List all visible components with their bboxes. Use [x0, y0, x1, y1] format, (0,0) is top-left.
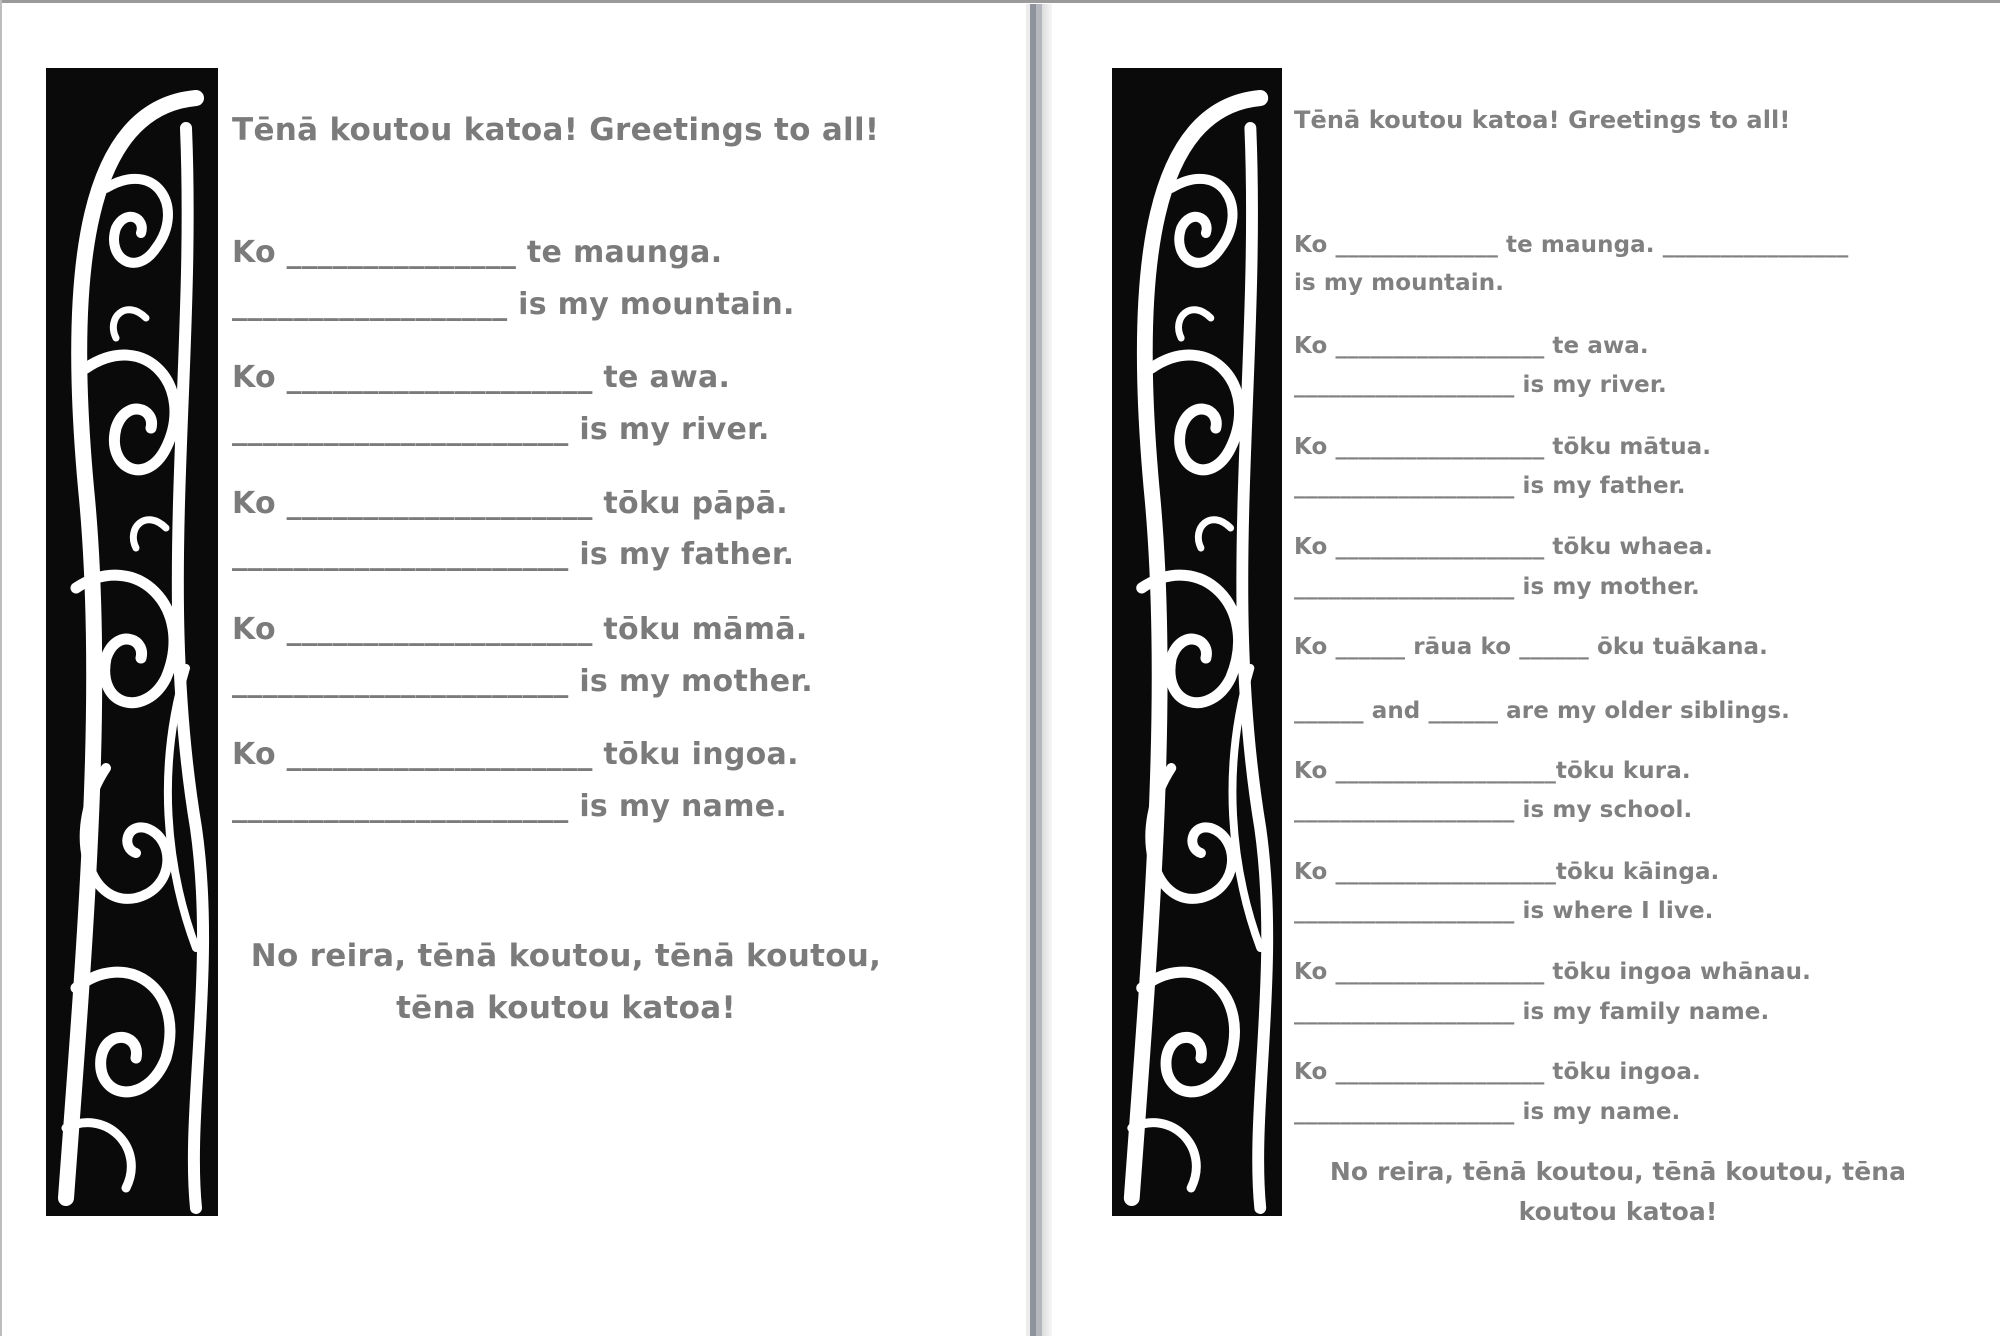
maori-koru-pattern-icon — [46, 68, 218, 1216]
line-right-10: Ko ___________________tōku kura. — [1294, 758, 1691, 784]
line-right-8: Ko ______ rāua ko ______ ōku tuākana. — [1294, 634, 1769, 660]
koru-banner-left-icon — [46, 68, 218, 1216]
line-left-3: ______________________ is my river. — [232, 412, 770, 447]
line-right-3: ___________________ is my river. — [1294, 372, 1667, 398]
line-right-0: Ko ______________ te maunga. ________________ — [1294, 232, 1849, 258]
line-left-0: Ko _______________ te maunga. — [232, 235, 723, 270]
line-left-8: Ko ____________________ tōku ingoa. — [232, 737, 799, 772]
line-right-6: Ko __________________ tōku whaea. — [1294, 534, 1714, 560]
line-right-11: ___________________ is my school. — [1294, 797, 1693, 823]
line-left-1: __________________ is my mountain. — [232, 287, 795, 322]
line-right-7: ___________________ is my mother. — [1294, 574, 1700, 600]
line-left-9: ______________________ is my name. — [232, 789, 788, 824]
closing-left: No reira, tēnā koutou, tēnā koutou, tēna koutou katoa! — [250, 938, 882, 1026]
line-left-5: ______________________ is my father. — [232, 537, 795, 572]
line-right-12: Ko ___________________tōku kāinga. — [1294, 859, 1720, 885]
line-right-14: Ko __________________ tōku ingoa whānau. — [1294, 959, 1811, 985]
line-left-4: Ko ____________________ tōku pāpā. — [232, 486, 788, 521]
line-right-1: is my mountain. — [1294, 270, 1505, 296]
line-right-13: ___________________ is where I live. — [1294, 898, 1714, 924]
line-right-4: Ko __________________ tōku mātua. — [1294, 434, 1712, 460]
maori-koru-pattern-icon — [1112, 68, 1282, 1216]
line-right-16: Ko __________________ tōku ingoa. — [1294, 1059, 1701, 1085]
line-right-5: ___________________ is my father. — [1294, 473, 1686, 499]
line-right-9: ______ and ______ are my older siblings. — [1294, 698, 1790, 724]
line-left-6: Ko ____________________ tōku māmā. — [232, 612, 808, 647]
page-divider — [1026, 4, 1052, 1336]
line-right-17: ___________________ is my name. — [1294, 1099, 1681, 1125]
line-left-2: Ko ____________________ te awa. — [232, 360, 731, 395]
koru-banner-right-icon — [1112, 68, 1282, 1216]
title-right: Tēnā koutou katoa! Greetings to all! — [1294, 106, 1791, 134]
line-right-15: ___________________ is my family name. — [1294, 999, 1770, 1025]
line-right-2: Ko __________________ te awa. — [1294, 333, 1649, 359]
window-top-border — [0, 0, 2000, 3]
closing-right: No reira, tēnā koutou, tēnā koutou, tēna koutou katoa! — [1329, 1157, 1907, 1226]
line-left-7: ______________________ is my mother. — [232, 664, 813, 699]
title-left: Tēnā koutou katoa! Greetings to all! — [232, 112, 880, 148]
